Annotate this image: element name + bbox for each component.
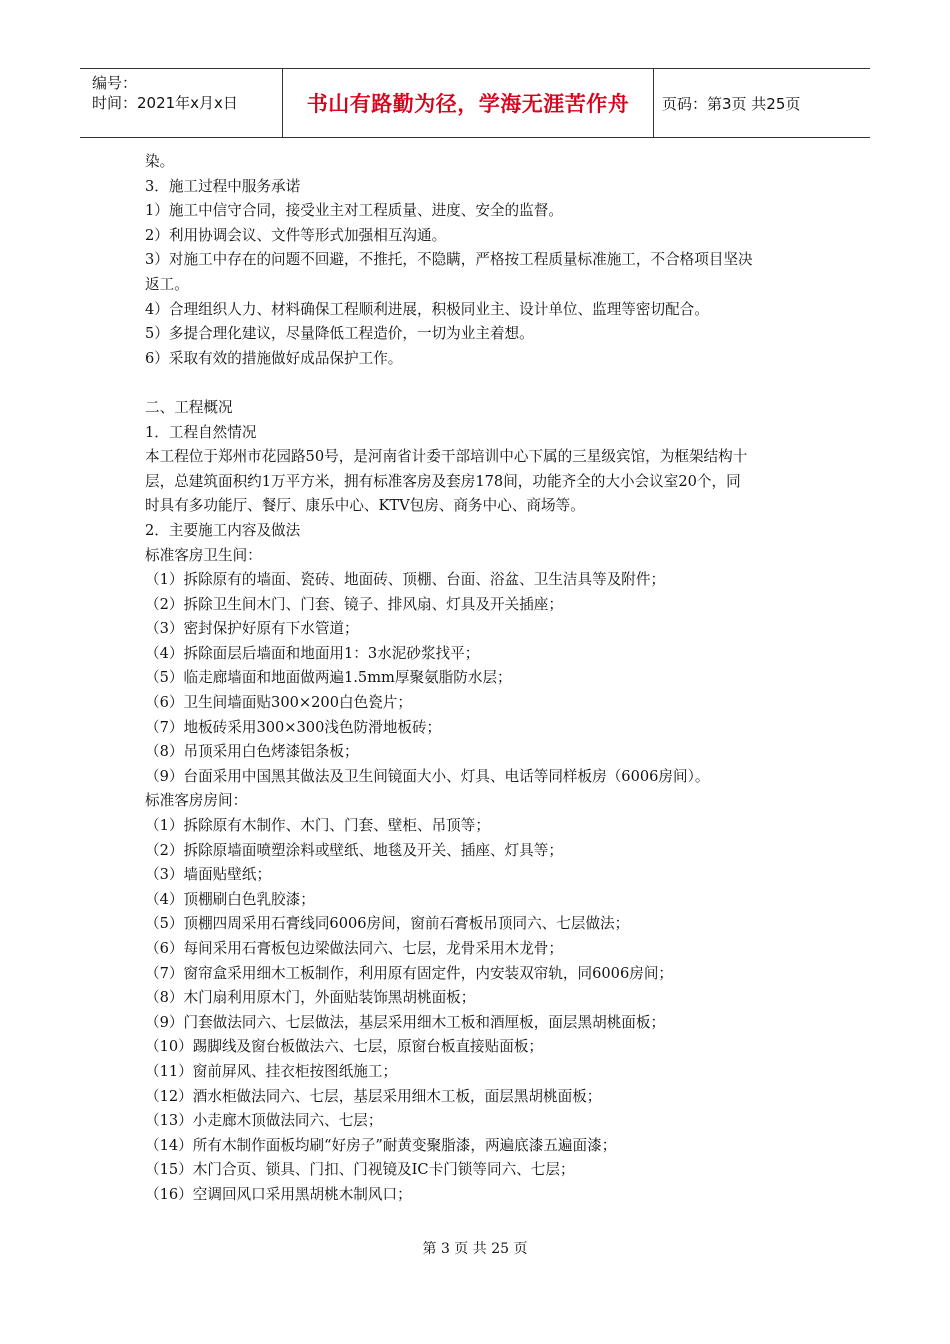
motto-banner: 书山有路勤为径，学海无涯苦作舟 — [282, 69, 654, 137]
text-line: （7）窗帘盒采用细木工板制作，利用原有固定件，内安装双帘轨，同6006房间； — [145, 964, 674, 982]
text-line: （6）每间采用石膏板包边梁做法同六、七层，龙骨采用木龙骨； — [145, 940, 563, 957]
page-header — [80, 68, 870, 138]
text-line: （12）酒水柜做法同六、七层，基层采用细木工板，面层黑胡桃面板； — [145, 1087, 602, 1105]
number-label: 编号： — [92, 74, 138, 92]
text-line: （14）所有木制作面板均刷“好房子”耐黄变聚脂漆，两遍底漆五遍面漆； — [145, 1136, 617, 1154]
document-body — [145, 150, 815, 1208]
text-line: （3）密封保护好原有下水管道； — [145, 620, 359, 638]
text-line: （9）门套做法同六、七层做法，基层采用细木工板和酒厘板，面层黑胡桃面板； — [145, 1013, 666, 1031]
text-line: 染。 — [145, 153, 175, 170]
text-line: （16）空调回风口采用黑胡桃木制风口； — [145, 1185, 412, 1203]
text-line: （13）小走廊木顶做法同六、七层； — [145, 1112, 383, 1130]
date-line: 时间：2021年x月x日 — [92, 94, 238, 112]
text-line: 二、工程概况 — [145, 398, 233, 416]
text-line: （1）拆除原有的墙面、瓷砖、地面砖、顶棚、台面、浴盆、卫生洁具等及附件； — [145, 571, 666, 589]
text-line: （1）拆除原有木制作、木门、门套、壁柜、吊顶等； — [145, 817, 490, 835]
text-line: （6）卫生间墙面贴300×200白色瓷片； — [145, 694, 412, 712]
text-line: 3）对施工中存在的问题不回避，不推托，不隐瞒，严格按工程质量标准施工，不合格项目坚决 — [145, 251, 753, 269]
text-line: 3．施工过程中服务承诺 — [145, 177, 301, 195]
page-info: 页码：第3页 共25页 — [662, 94, 801, 113]
text-line: （9）台面采用中国黑其做法及卫生间镜面大小、灯具、电话等同样板房（6006房间）。 — [145, 767, 710, 785]
text-line: （11）窗前屏风、挂衣柜按图纸施工； — [145, 1062, 398, 1080]
text-line: （4）顶棚刷白色乳胶漆； — [145, 890, 315, 908]
text-line: （3）墙面贴壁纸； — [145, 866, 272, 884]
text-line: 1）施工中信守合同，接受业主对工程质量、进度、安全的监督。 — [145, 202, 563, 220]
text-line: （8）木门扇利用原木门，外面贴装饰黑胡桃面板； — [145, 989, 476, 1007]
text-line: 时具有多功能厅、餐厅、康乐中心、KTV包房、商务中心、商场等。 — [145, 497, 585, 515]
text-line: 层，总建筑面积约1万平方米，拥有标准客房及套房178间，功能齐全的大小会议室20个，同 — [145, 472, 741, 490]
text-line: （4）拆除面层后墙面和地面用1：3水泥砂浆找平； — [145, 644, 480, 662]
text-line: （8）吊顶采用白色烤漆铝条板； — [145, 743, 359, 761]
text-line: （15）木门合页、锁具、门扣、门视镜及IC卡门锁等同六、七层； — [145, 1161, 575, 1179]
text-line: 返工。 — [145, 275, 189, 293]
blank-line — [145, 371, 815, 396]
text-line: 4）合理组织人力、材料确保工程顺利进展，积极同业主、设计单位、监理等密切配合。 — [145, 300, 709, 318]
text-line: 本工程位于郑州市花园路50号，是河南省计委干部培训中心下属的三星级宾馆，为框架结构十 — [145, 448, 748, 466]
text-line: （5）顶棚四周采用石膏线同6006房间，窗前石膏板吊顶同六、七层做法； — [145, 915, 630, 933]
text-line: 5）多提合理化建议，尽量降低工程造价，一切为业主着想。 — [145, 325, 534, 343]
text-line: （5）临走廊墙面和地面做两遍1.5mm厚聚氨脂防水层； — [145, 669, 512, 687]
text-line: 2）利用协调会议、文件等形式加强相互沟通。 — [145, 226, 447, 244]
text-line: （7）地板砖采用300×300浅色防滑地板砖； — [145, 718, 442, 736]
text-line: （2）拆除原墙面喷塑涂料或壁纸、地毯及开关、插座、灯具等； — [145, 841, 563, 859]
text-line: 标准客房卫生间： — [145, 546, 262, 564]
text-line: （2）拆除卫生间木门、门套、镜子、排风扇、灯具及开关插座； — [145, 595, 563, 613]
header-meta — [80, 69, 282, 137]
text-line: 1．工程自然情况 — [145, 423, 257, 441]
text-line: 6）采取有效的措施做好成品保护工作。 — [145, 349, 403, 367]
text-line: 标准客房房间： — [145, 792, 248, 810]
page-footer: 第 3 页 共 25 页 — [422, 1241, 528, 1257]
text-line: （10）踢脚线及窗台板做法六、七层，原窗台板直接贴面板； — [145, 1038, 544, 1056]
text-line: 2．主要施工内容及做法 — [145, 521, 301, 539]
